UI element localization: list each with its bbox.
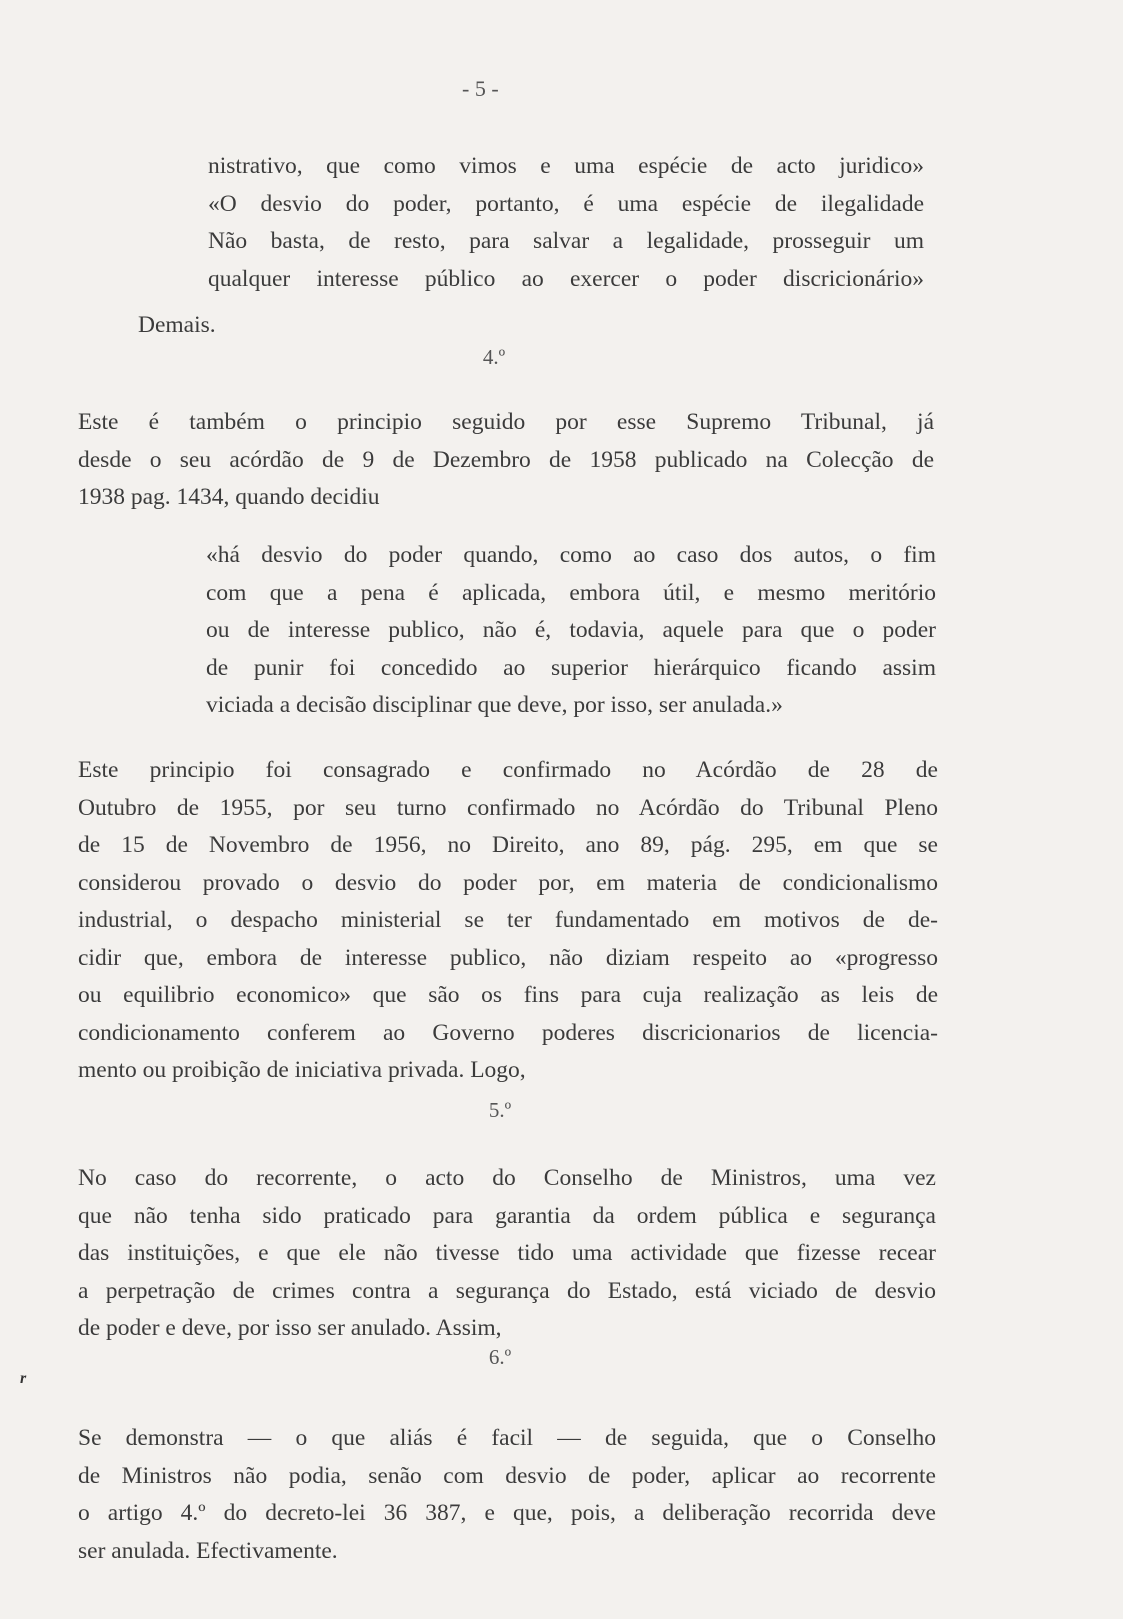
text-line: ou de interesse publico, não é, todavia, aquele para que o poder (206, 617, 936, 643)
text-line: a perpetração de crimes contra a segurança do Estado, está viciado de desvio (78, 1277, 936, 1304)
text-line: Outubro de 1955, por seu turno confirmado no Acórdão do Tribunal Pleno (78, 794, 938, 821)
text-line: que não tenha sido praticado para garantia da ordem pública e segurança (78, 1202, 936, 1229)
text-line: Este é também o principio seguido por esse Supremo Tribunal, já (78, 409, 934, 435)
text-line: qualquer interesse público ao exercer o poder discricionário» (208, 265, 924, 292)
text-line: condicionamento conferem ao Governo poderes discricionarios de licencia- (78, 1019, 938, 1046)
paragraph-4 (78, 404, 934, 517)
quote-4 (206, 537, 936, 725)
text-line: de poder e deve, por isso ser anulado. Assim, (78, 1315, 502, 1341)
heading-5: 5.º (488, 1098, 512, 1122)
text-line: mento ou proibição de iniciativa privada. Logo, (78, 1057, 526, 1083)
page-number: - 5 - (462, 76, 499, 101)
text-line: 1938 pag. 1434, quando decidiu (78, 484, 380, 510)
text-line: considerou provado o desvio do poder por, em materia de condicionalismo (78, 869, 938, 896)
closing-demais: Demais. (138, 312, 216, 338)
margin-mark: r (20, 1370, 27, 1387)
text-line: Não basta, de resto, para salvar a legalidade, prosseguir um (208, 228, 924, 254)
text-line: Se demonstra — o que aliás é facil — de seguida, que o Conselho (78, 1425, 936, 1451)
text-line: cidir que, embora de interesse publico, não diziam respeito ao «progresso (78, 944, 938, 971)
text-line: das instituições, e que ele não tivesse tido uma actividade que fizesse recear (78, 1240, 936, 1266)
text-line: nistrativo, que como vimos e uma espécie de acto juridico» (208, 153, 924, 179)
heading-4: 4.º (482, 345, 506, 369)
text-line: industrial, o despacho ministerial se ter fundamentado em motivos de de- (78, 907, 938, 933)
text-line: de punir foi concedido ao superior hierárquico ficando assim (206, 654, 936, 681)
text-line: de 15 de Novembro de 1956, no Direito, ano 89, pág. 295, em que se (78, 832, 938, 858)
text-line: com que a pena é aplicada, embora útil, e mesmo meritório (206, 579, 936, 606)
text-line: ser anulada. Efectivamente. (78, 1537, 338, 1564)
text-line: viciada a decisão disciplinar que deve, por isso, ser anulada.» (206, 692, 783, 718)
text-line: «O desvio do poder, portanto, é uma espécie de ilegalidade (208, 190, 924, 217)
paragraph-6 (78, 1420, 936, 1570)
paragraph-5 (78, 1160, 936, 1348)
text-line: «há desvio do poder quando, como ao caso dos autos, o fim (206, 542, 936, 568)
paragraph-4b (78, 752, 938, 1090)
text-line: No caso do recorrente, o acto do Conselho de Ministros, uma vez (78, 1165, 936, 1191)
heading-6: 6.º (488, 1345, 512, 1369)
text-line: desde o seu acórdão de 9 de Dezembro de 1958 publicado na Colecção de (78, 446, 934, 473)
text-line: de Ministros não podia, senão com desvio de poder, aplicar ao recorrente (78, 1462, 936, 1489)
quote-top (208, 148, 924, 298)
text-line: ou equilibrio economico» que são os fins para cuja realização as leis de (78, 982, 938, 1008)
text-line: Este principio foi consagrado e confirmado no Acórdão de 28 de (78, 757, 938, 783)
text-line: o artigo 4.º do decreto-lei 36 387, e que, pois, a deliberação recorrida deve (78, 1500, 936, 1526)
